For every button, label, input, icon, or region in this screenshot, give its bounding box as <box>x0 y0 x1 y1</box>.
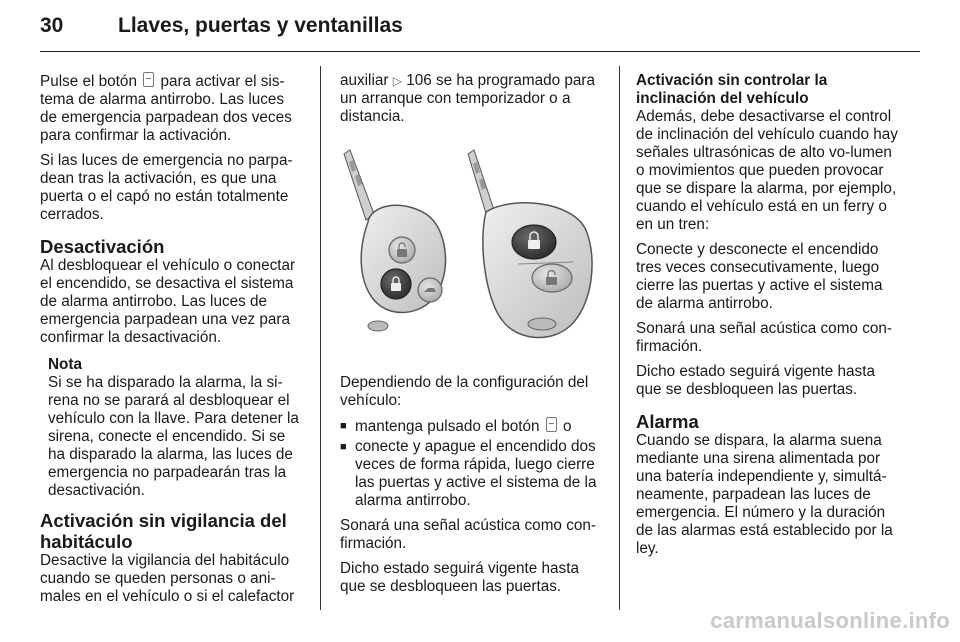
key-fob-illustration <box>340 140 604 360</box>
paragraph-desactivacion: Al desbloquear el vehículo o conectar el encendido, se desactiva el sistema de alarma antirrobo. Las luces de emergencia parpadean una vez para confirmar la desactivación. <box>40 257 296 346</box>
list-item: ■ mantenga pulsado el botón o <box>340 417 604 436</box>
paragraph-conecte-desconecte: Conecte y desconecte el encendido tres veces consecutivamente, luego cierre las puertas y active el sistema de alarma antirrobo. <box>636 241 883 312</box>
column-2 <box>340 72 604 603</box>
paragraph-auxiliar: auxiliar ▷ 106 se ha programado para un arranque con temporizador o a distancia. <box>340 72 595 125</box>
watermark: carmanualsonline.info <box>710 608 950 633</box>
paragraph-senal-acustica: Sonará una señal acústica como con-firmación. <box>340 517 596 552</box>
heading-alarma: Alarma <box>636 411 699 432</box>
page-number: 30 <box>40 14 64 37</box>
note-title: Nota <box>48 356 82 373</box>
left-key-blade <box>344 150 374 220</box>
paragraph-senal-acustica: Sonará una señal acústica como con-firmación. <box>636 320 892 355</box>
paragraph-estado-vigente: Dicho estado seguirá vigente hasta que se desbloqueen las puertas. <box>340 560 579 595</box>
paragraph-configuracion: Dependiendo de la configuración del vehículo: <box>340 374 589 409</box>
lock-button-icon <box>546 417 557 432</box>
list-item: ■ conecte y apague el encendido dos veces de forma rápida, luego cierre las puertas y active el sistema de la alarma antirrobo. <box>340 438 604 510</box>
page-reference-arrow-icon: ▷ <box>392 74 402 88</box>
column-divider-1 <box>320 66 321 610</box>
header-rule <box>40 51 920 52</box>
paragraph-alarma: Cuando se dispara, la alarma suena mediante una sirena alimentada por una batería independiente y, simultá-neamente, parpadean las luces de emergencia. El número y la duración de las alarmas está establecido por la ley. <box>636 432 893 557</box>
paragraph-control-inclinacion: Además, debe desactivarse el control de inclinación del vehículo cuando hay señales ultrasónicas de alto vo-lumen o movimientos que pueden provocar que se dispare la alarma, por ejemplo, cuando el vehículo está en un ferry o en un tren: <box>636 108 898 233</box>
paragraph-no-flash: Si las luces de emergencia no parpa-dean tras la activación, es que una puerta o el capó no están totalmente cerrados. <box>40 152 293 223</box>
paragraph-activation: Pulse el botón para activar el sis-tema de alarma antirrobo. Las luces de emergencia parpadean dos veces para confirmar la activación. <box>40 73 292 144</box>
lock-button-icon <box>143 72 154 87</box>
paragraph-activacion-sin-vigilancia: Desactive la vigilancia del habitáculo cuando se queden personas o ani-males en el vehículo o si el calefactor <box>40 552 295 605</box>
left-key-fob <box>361 205 445 331</box>
page-title: Llaves, puertas y ventanillas <box>118 14 403 37</box>
note-text: Si se ha disparado la alarma, la si-rena no se parará al desbloquear el vehículo con la llave. Para detener la sirena, conecte el encendido. Si se ha disparado la alarma, las luces de emergencia no parpadearán tras la desactivación. <box>48 374 299 499</box>
paragraph-estado-vigente: Dicho estado seguirá vigente hasta que se desbloqueen las puertas. <box>636 363 875 398</box>
options-list <box>340 417 604 510</box>
heading-sin-inclinacion: Activación sin controlar la inclinación del vehículo <box>636 72 828 107</box>
column-3 <box>636 72 902 565</box>
column-divider-2 <box>619 66 620 610</box>
note-box <box>40 356 302 500</box>
key-fob-svg <box>340 140 604 360</box>
page-header <box>40 14 920 54</box>
heading-desactivacion: Desactivación <box>40 236 165 257</box>
right-key-fob <box>483 203 592 338</box>
heading-activacion-sin-vigilancia: Activación sin vigilancia del habitáculo <box>40 510 287 552</box>
column-1 <box>40 72 302 613</box>
